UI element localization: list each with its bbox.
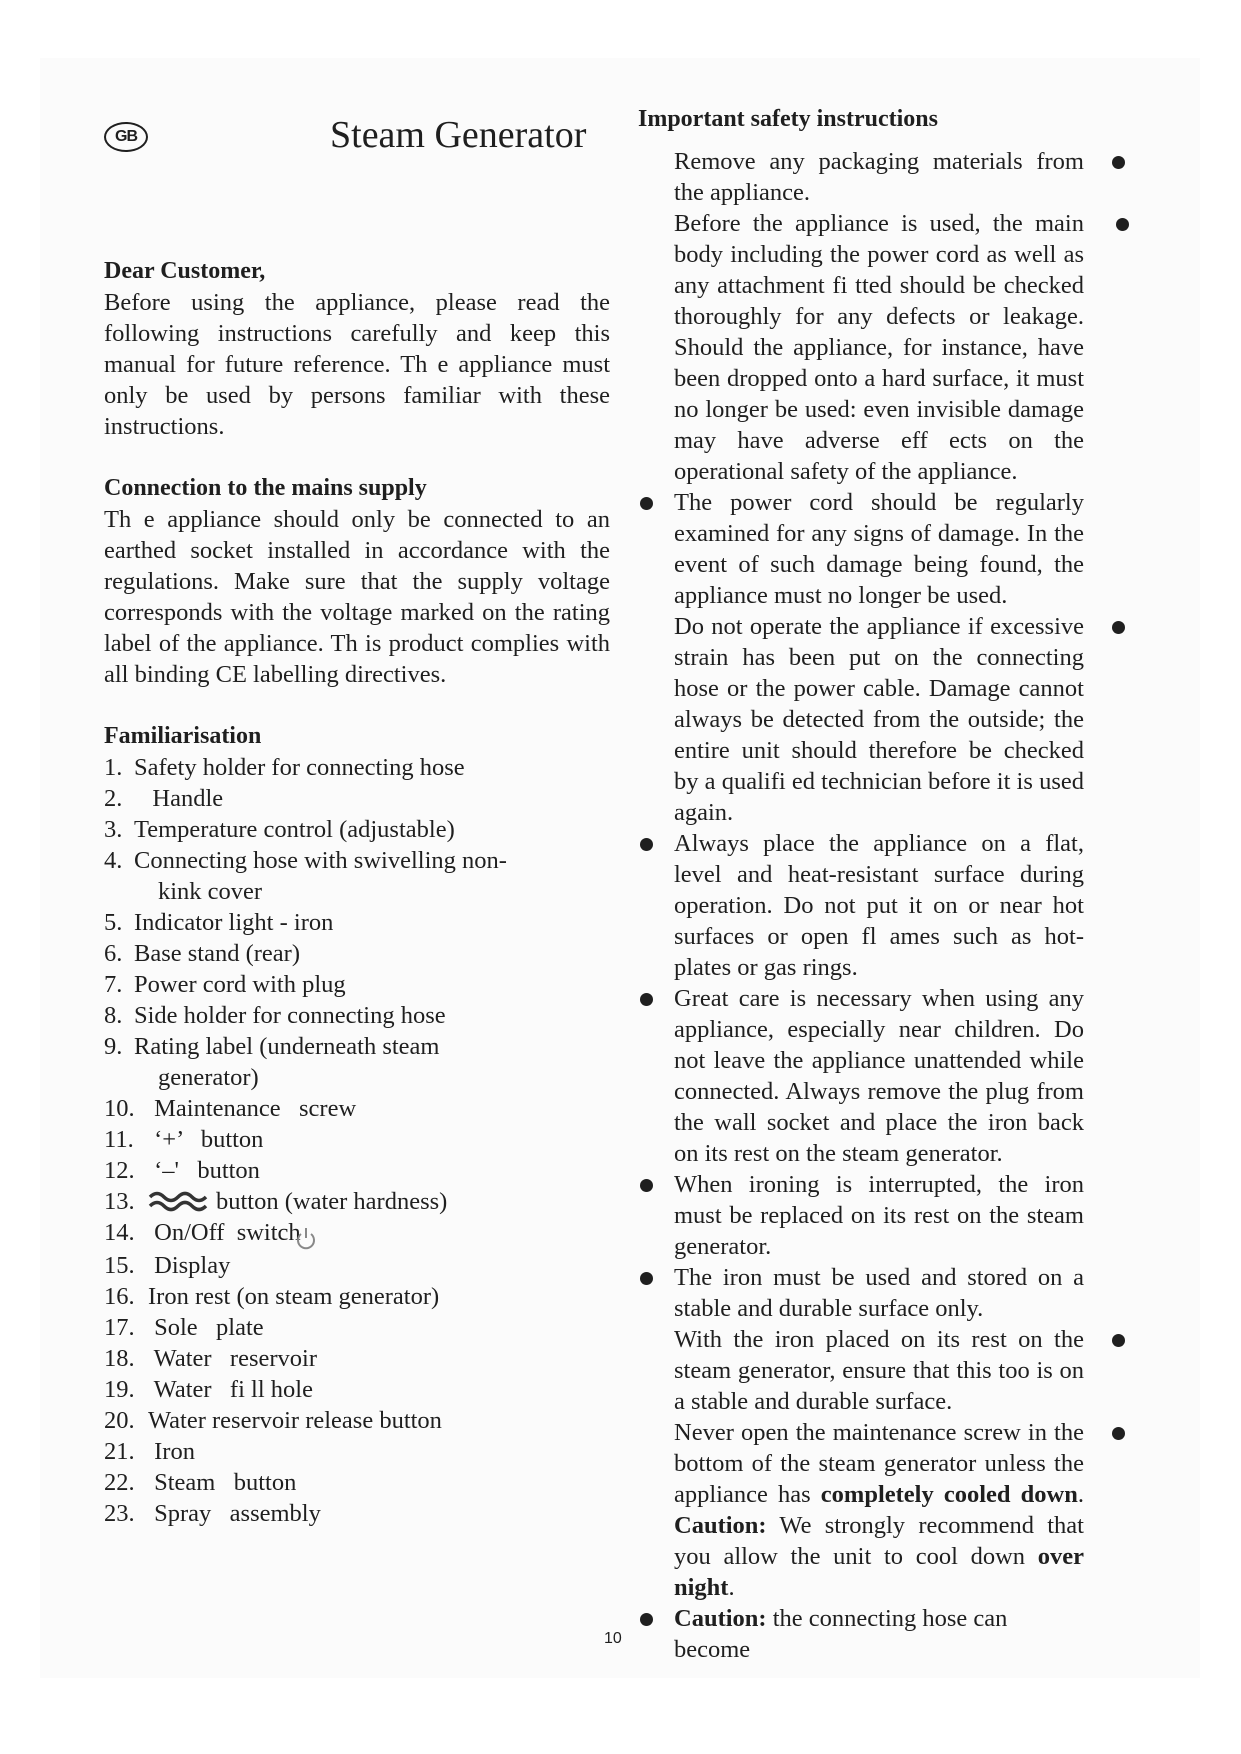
intro-text: Before using the appliance, please read the following instructions carefully and keep this manual for future reference. Th e appliance must only be used by persons familiar with these instructions.	[104, 289, 610, 440]
bullet-icon	[1116, 218, 1129, 231]
safety-item-text: Great care is necessary when using any appliance, especially near children. Do not leave the appliance unattended while connected. Always remove the plug from the wall socket and place the iron back on its rest on the steam generator.	[674, 985, 1084, 1167]
item-label: Handle	[134, 785, 224, 812]
safety-item	[642, 1169, 1142, 1262]
safety-item-text: Remove any packaging materials from the appliance.	[674, 148, 1084, 206]
page-header	[104, 110, 610, 170]
item-label-continuation: generator)	[158, 1064, 259, 1091]
item-number: 11.	[104, 1126, 134, 1153]
safety-item	[642, 1603, 1142, 1665]
list-item	[104, 814, 610, 845]
item-number: 5.	[104, 909, 123, 936]
safety-item	[642, 1262, 1142, 1324]
bullet-icon	[640, 1613, 653, 1626]
text-run: .	[1077, 1481, 1084, 1508]
item-label: Water reservoir release button	[148, 1407, 442, 1434]
left-column	[104, 110, 610, 1529]
list-item-continuation	[104, 1062, 610, 1093]
list-item	[104, 1281, 610, 1312]
item-label: Iron rest (on steam generator)	[148, 1283, 440, 1310]
list-item	[104, 1250, 610, 1281]
bullet-icon	[1112, 156, 1125, 169]
item-number: 19.	[104, 1376, 135, 1403]
text-run: .	[728, 1574, 735, 1601]
safety-item-text	[674, 1417, 1084, 1603]
power-icon	[295, 1224, 317, 1250]
item-number: 2.	[104, 785, 123, 812]
bullet-icon	[1112, 621, 1125, 634]
item-label: Power cord with plug	[134, 971, 346, 998]
safety-item-text: With the iron placed on its rest on the steam generator, ensure that this too is on a stable and durable surface.	[674, 1326, 1084, 1415]
item-label: Rating label (underneath steam	[134, 1033, 440, 1060]
right-column	[642, 134, 1142, 1663]
safety-item	[642, 611, 1142, 828]
list-item	[104, 1186, 610, 1217]
list-item	[104, 1031, 610, 1062]
item-number: 15.	[104, 1252, 135, 1279]
item-label: On/Off switch	[148, 1219, 301, 1246]
bullet-icon	[640, 1179, 653, 1192]
bullet-icon	[1112, 1334, 1125, 1347]
item-number: 6.	[104, 940, 123, 967]
list-item	[104, 1343, 610, 1374]
item-number: 3.	[104, 816, 123, 843]
safety-item	[642, 1417, 1142, 1603]
safety-item	[642, 983, 1142, 1169]
item-label: ‘+’ button	[148, 1126, 264, 1153]
page-number: 10	[604, 1630, 622, 1647]
list-item	[104, 907, 610, 938]
item-label-with-icon	[148, 1186, 610, 1217]
bullet-icon	[640, 993, 653, 1006]
list-item	[104, 1155, 610, 1186]
list-item	[104, 845, 610, 876]
list-item	[104, 1000, 610, 1031]
item-label-with-icon	[148, 1217, 610, 1250]
caution-label: Caution:	[674, 1512, 767, 1539]
item-label: Temperature control (adjustable)	[134, 816, 455, 843]
safety-item-text: The power cord should be regularly examined for any signs of damage. In the event of such damage being found, the appliance must no longer be used.	[674, 489, 1084, 609]
item-label: Base stand (rear)	[134, 940, 300, 967]
intro-heading: Dear Customer,	[104, 258, 266, 284]
list-item	[104, 1405, 610, 1436]
list-item	[104, 752, 610, 783]
list-item	[104, 1217, 610, 1250]
mains-text: Th e appliance should only be connected to an earthed socket installed in accordance with the regulations. Make sure that the supply voltage corresponds with the voltage marked on the rating label of the appliance. Th is product complies with all binding CE labelling directives.	[104, 506, 610, 688]
item-label: ‘–' button	[148, 1157, 260, 1184]
safety-item	[642, 487, 1142, 611]
parts-list	[104, 752, 610, 1529]
item-number: 7.	[104, 971, 123, 998]
item-label: Display	[148, 1252, 231, 1279]
list-item	[104, 1312, 610, 1343]
safety-item	[642, 1324, 1142, 1417]
item-number: 18.	[104, 1345, 135, 1372]
safety-heading: Important safety instructions	[638, 106, 938, 132]
item-number: 4.	[104, 847, 123, 874]
item-label: Sole plate	[148, 1314, 264, 1341]
list-item	[104, 1436, 610, 1467]
item-number: 23.	[104, 1500, 135, 1527]
item-label: Iron	[148, 1438, 195, 1465]
bold-text-run: over night	[674, 1543, 1084, 1601]
item-label: Maintenance screw	[148, 1095, 357, 1122]
familiarisation-section	[104, 721, 610, 1529]
item-label: Side holder for connecting hose	[134, 1002, 446, 1029]
item-number: 16.	[104, 1283, 135, 1310]
safety-item-text: Do not operate the appliance if excessive strain has been put on the connecting hose or the power cable. Damage cannot always be detected from the outside; the entire unit should therefore be checked by a qualifi ed technician before it is used again.	[674, 613, 1084, 826]
familiarisation-heading: Familiarisation	[104, 723, 262, 749]
item-label: Safety holder for connecting hose	[134, 754, 465, 781]
item-label: Spray assembly	[148, 1500, 321, 1527]
item-number: 21.	[104, 1438, 135, 1465]
mains-heading: Connection to the mains supply	[104, 475, 427, 501]
item-number: 20.	[104, 1407, 135, 1434]
item-label: Steam button	[148, 1469, 297, 1496]
item-label: Water fi ll hole	[148, 1376, 313, 1403]
item-number: 9.	[104, 1033, 123, 1060]
mains-section	[104, 473, 610, 690]
list-item-continuation	[104, 876, 610, 907]
item-number: 12.	[104, 1157, 135, 1184]
bullet-icon	[1112, 1427, 1125, 1440]
text-run: We strongly recommend that you allow the unit to cool down	[674, 1512, 1084, 1570]
bullet-icon	[640, 497, 653, 510]
page-title: Steam Generator	[330, 114, 587, 156]
safety-item-text	[674, 1603, 1084, 1665]
item-number: 17.	[104, 1314, 135, 1341]
safety-item	[642, 146, 1142, 208]
list-item	[104, 1093, 610, 1124]
item-number: 13.	[104, 1188, 135, 1215]
list-item	[104, 1498, 610, 1529]
item-number: 8.	[104, 1002, 123, 1029]
list-item	[104, 969, 610, 1000]
item-label: Connecting hose with swivelling non-	[134, 847, 507, 874]
item-number: 1.	[104, 754, 123, 781]
safety-item	[642, 828, 1142, 983]
safety-item	[642, 208, 1142, 487]
list-item	[104, 1374, 610, 1405]
safety-item-text: Always place the appliance on a flat, level and heat-resistant surface during operation. Do not put it on or near hot surfaces or open fl ames such as hot-plates or gas rings.	[674, 830, 1084, 981]
item-label: button (water hardness)	[216, 1188, 448, 1215]
item-number: 22.	[104, 1469, 135, 1496]
item-number: 10.	[104, 1095, 135, 1122]
list-item	[104, 1124, 610, 1155]
list-item	[104, 1467, 610, 1498]
safety-item-text: The iron must be used and stored on a stable and durable surface only.	[674, 1264, 1084, 1322]
safety-list	[642, 146, 1142, 1665]
language-badge-gb: GB	[104, 122, 148, 152]
intro-section	[104, 256, 610, 442]
item-number: 14.	[104, 1219, 135, 1246]
list-item	[104, 938, 610, 969]
safety-item-text: Before the appliance is used, the main body including the power cord as well as any attachment fi tted should be checked thoroughly for any defects or leakage. Should the appliance, for instance, have been dropped onto a hard surface, it must no longer be used: even invisible damage may have adverse eff ects on the operational safety of the appliance.	[674, 210, 1084, 485]
item-label: Indicator light - iron	[134, 909, 334, 936]
item-label: Water reservoir	[148, 1345, 317, 1372]
caution-label: Caution:	[674, 1605, 767, 1632]
bullet-icon	[640, 838, 653, 851]
item-label-continuation: kink cover	[158, 878, 263, 905]
text-run: the connecting hose can become	[674, 1605, 1008, 1663]
water-hardness-wave-icon	[148, 1189, 212, 1215]
safety-item-text: When ironing is interrupted, the iron must be replaced on its rest on the steam generator.	[674, 1171, 1084, 1260]
bullet-icon	[640, 1272, 653, 1285]
text-run: Never open the maintenance screw in the bottom of the steam generator unless the appliance has	[674, 1419, 1084, 1508]
bold-text-run: completely cooled down	[820, 1481, 1078, 1508]
list-item	[104, 783, 610, 814]
